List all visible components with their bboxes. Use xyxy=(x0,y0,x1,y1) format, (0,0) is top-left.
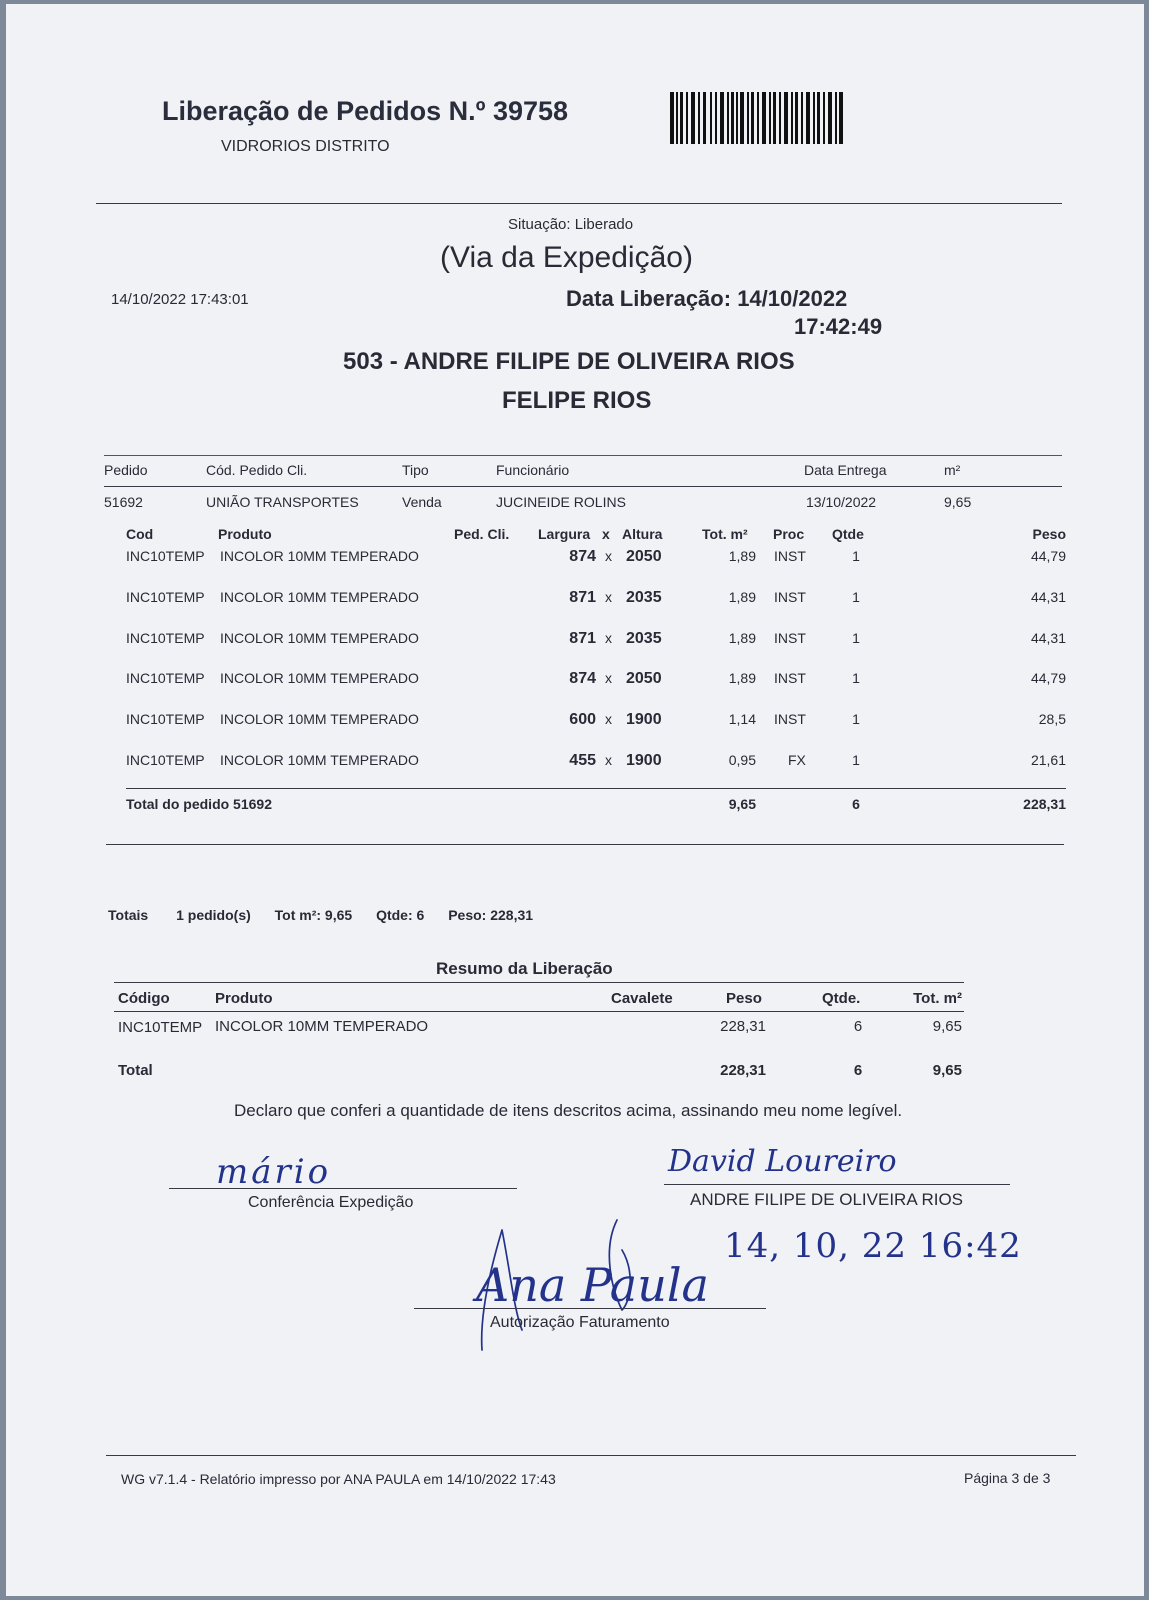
footer-line xyxy=(106,1455,1076,1456)
items-header-row xyxy=(126,526,1066,546)
item-qtde: 1 xyxy=(852,548,860,564)
item-x: x xyxy=(605,711,612,727)
summary-codigo: INC10TEMP xyxy=(118,1019,203,1036)
handwritten-date: 14, 10, 22 16:42 xyxy=(724,1226,1022,1266)
totals-qtde: Qtde: 6 xyxy=(376,907,425,923)
release-date-value: 14/10/2022 xyxy=(737,286,848,311)
item-altura: 1900 xyxy=(626,711,662,728)
order-cod-cli: UNIÃO TRANSPORTES xyxy=(206,494,359,510)
item-peso: 44,31 xyxy=(1030,589,1066,605)
item-proc: FX xyxy=(788,752,806,768)
item-largura: 600 xyxy=(569,711,596,728)
totals-peso: Peso: 228,31 xyxy=(448,907,534,923)
summary-total-qtde: 6 xyxy=(853,1062,863,1079)
summary-header-row xyxy=(118,990,964,1010)
item-row xyxy=(126,711,1066,749)
item-tot-m2: 0,95 xyxy=(728,752,756,768)
item-row xyxy=(126,670,1066,708)
summary-tot-m2: 9,65 xyxy=(932,1018,962,1035)
order-total-line xyxy=(126,788,1066,789)
item-largura: 874 xyxy=(569,548,596,565)
item-x: x xyxy=(605,670,612,686)
summary-total-peso: 228,31 xyxy=(720,1062,766,1079)
order-total-label: Total do pedido 51692 xyxy=(126,796,272,812)
release-time: 17:42:49 xyxy=(794,314,883,339)
print-datetime: 14/10/2022 17:43:01 xyxy=(111,291,249,308)
order-total-m2: 9,65 xyxy=(728,796,756,812)
item-peso: 21,61 xyxy=(1030,752,1066,768)
signature-line-client xyxy=(664,1184,1010,1185)
company-name: VIDRORIOS DISTRITO xyxy=(221,138,390,155)
item-proc: INST xyxy=(774,711,806,727)
summary-top-line xyxy=(114,982,964,983)
item-largura: 874 xyxy=(569,670,596,687)
order-data-entrega: 13/10/2022 xyxy=(806,494,877,510)
item-largura: 871 xyxy=(569,630,596,647)
item-qtde: 1 xyxy=(852,752,860,768)
summary-row xyxy=(118,1018,964,1056)
item-row xyxy=(126,630,1066,668)
items-col-qtde: Qtde xyxy=(832,526,864,542)
item-proc: INST xyxy=(774,670,806,686)
item-cod: INC10TEMP xyxy=(126,630,205,646)
summary-header-line xyxy=(114,1011,964,1012)
item-peso: 44,31 xyxy=(1030,630,1066,646)
item-altura: 2050 xyxy=(626,670,662,687)
items-col-cod: Cod xyxy=(126,526,154,542)
item-altura: 2035 xyxy=(626,630,662,647)
item-largura: 871 xyxy=(569,589,596,606)
signature-line-conferencia xyxy=(169,1188,517,1189)
order-header-underline xyxy=(104,486,1062,487)
order-m2: 9,65 xyxy=(944,494,972,510)
item-cod: INC10TEMP xyxy=(126,752,205,768)
items-col-peso: Peso xyxy=(1032,526,1066,542)
item-cod: INC10TEMP xyxy=(126,670,205,686)
summary-produto: INCOLOR 10MM TEMPERADO xyxy=(215,1018,429,1035)
summary-col-cavalete: Cavalete xyxy=(611,990,673,1007)
item-cod: INC10TEMP xyxy=(126,548,205,564)
item-altura: 2035 xyxy=(626,589,662,606)
order-section-end-line xyxy=(106,844,1064,845)
document-page xyxy=(6,4,1144,1596)
status-text: Situação: Liberado xyxy=(508,216,634,233)
order-header-row xyxy=(104,462,1062,482)
item-peso: 44,79 xyxy=(1030,670,1066,686)
signature-label-autorizacao: Autorização Faturamento xyxy=(490,1314,670,1331)
item-x: x xyxy=(605,548,612,564)
col-cod-pedido-cli: Cód. Pedido Cli. xyxy=(206,462,308,478)
item-qtde: 1 xyxy=(852,670,860,686)
item-largura: 455 xyxy=(569,752,596,769)
totals-label: Totais xyxy=(108,907,149,923)
order-funcionario: JUCINEIDE ROLINS xyxy=(496,494,626,510)
item-proc: INST xyxy=(774,630,806,646)
order-row xyxy=(104,494,1062,514)
item-x: x xyxy=(605,589,612,605)
item-proc: INST xyxy=(774,589,806,605)
items-col-altura: Altura xyxy=(622,526,663,542)
order-table-top-line xyxy=(104,455,1062,456)
item-tot-m2: 1,89 xyxy=(728,548,756,564)
item-altura: 2050 xyxy=(626,548,662,565)
signature-label-conferencia: Conferência Expedição xyxy=(248,1194,414,1211)
signature-conferencia-handwritten: mário xyxy=(216,1152,332,1192)
signature-label-client: ANDRE FILIPE DE OLIVEIRA RIOS xyxy=(690,1190,964,1209)
item-tot-m2: 1,89 xyxy=(728,670,756,686)
release-date xyxy=(566,286,847,312)
item-produto: INCOLOR 10MM TEMPERADO xyxy=(220,548,419,564)
item-peso: 44,79 xyxy=(1030,548,1066,564)
item-produto: INCOLOR 10MM TEMPERADO xyxy=(220,589,419,605)
item-row xyxy=(126,589,1066,627)
summary-col-tot-m2: Tot. m² xyxy=(913,990,962,1007)
totals-pedidos: 1 pedido(s) xyxy=(176,907,251,923)
items-col-x: x xyxy=(602,526,610,542)
item-peso: 28,5 xyxy=(1038,711,1066,727)
footer-print-info: WG v7.1.4 - Relatório impresso por ANA PAULA em 14/10/2022 17:43 xyxy=(121,1471,556,1487)
item-produto: INCOLOR 10MM TEMPERADO xyxy=(220,670,419,686)
col-tipo: Tipo xyxy=(402,462,429,478)
items-col-proc: Proc xyxy=(773,526,805,542)
item-qtde: 1 xyxy=(852,589,860,605)
col-pedido: Pedido xyxy=(104,462,148,478)
item-cod: INC10TEMP xyxy=(126,589,205,605)
col-funcionario: Funcionário xyxy=(496,462,570,478)
item-produto: INCOLOR 10MM TEMPERADO xyxy=(220,752,419,768)
summary-total-label: Total xyxy=(118,1062,153,1079)
order-total-qtde: 6 xyxy=(852,796,860,812)
totals-m2: Tot m²: 9,65 xyxy=(274,907,353,923)
signature-autorizacao-strokes xyxy=(462,1210,702,1360)
header-divider xyxy=(96,203,1062,204)
col-m2: m² xyxy=(944,462,961,478)
totals-row xyxy=(108,907,533,923)
order-pedido: 51692 xyxy=(104,494,143,510)
item-row xyxy=(126,752,1066,790)
item-row xyxy=(126,548,1066,586)
item-tot-m2: 1,89 xyxy=(728,589,756,605)
barcode xyxy=(670,92,844,144)
items-col-produto: Produto xyxy=(218,526,272,542)
item-produto: INCOLOR 10MM TEMPERADO xyxy=(220,711,419,727)
items-col-ped-cli: Ped. Cli. xyxy=(454,526,510,542)
summary-col-produto: Produto xyxy=(215,990,273,1007)
declaration-text: Declaro que conferi a quantidade de itens descritos acima, assinando meu nome legível. xyxy=(234,1101,903,1120)
col-data-entrega: Data Entrega xyxy=(804,462,887,478)
copy-type: (Via da Expedição) xyxy=(440,241,693,274)
item-tot-m2: 1,14 xyxy=(728,711,756,727)
order-total-row xyxy=(126,796,1066,816)
summary-title: Resumo da Liberação xyxy=(436,959,613,978)
item-proc: INST xyxy=(774,548,806,564)
item-x: x xyxy=(605,752,612,768)
item-qtde: 1 xyxy=(852,630,860,646)
document-title: Liberação de Pedidos N.º 39758 xyxy=(162,96,569,126)
summary-peso: 228,31 xyxy=(720,1018,766,1035)
order-tipo: Venda xyxy=(402,494,442,510)
item-qtde: 1 xyxy=(852,711,860,727)
summary-total-row xyxy=(118,1062,964,1082)
summary-total-tot-m2: 9,65 xyxy=(932,1062,962,1079)
release-date-label: Data Liberação: xyxy=(566,286,732,311)
item-produto: INCOLOR 10MM TEMPERADO xyxy=(220,630,419,646)
signature-client-handwritten: David Loureiro xyxy=(668,1144,897,1179)
signature-line-autorizacao xyxy=(414,1308,766,1309)
item-altura: 1900 xyxy=(626,752,662,769)
signature-autorizacao-handwritten: Ana Paula xyxy=(476,1258,709,1312)
client-nickname: FELIPE RIOS xyxy=(502,387,652,414)
summary-col-peso: Peso xyxy=(726,990,762,1007)
items-col-tot-m2: Tot. m² xyxy=(702,526,748,542)
items-col-largura: Largura xyxy=(538,526,591,542)
summary-col-codigo: Código xyxy=(118,990,170,1007)
item-cod: INC10TEMP xyxy=(126,711,205,727)
summary-col-qtde: Qtde. xyxy=(822,990,861,1007)
client-name: 503 - ANDRE FILIPE DE OLIVEIRA RIOS xyxy=(343,348,795,375)
item-tot-m2: 1,89 xyxy=(728,630,756,646)
summary-qtde: 6 xyxy=(853,1018,863,1035)
order-total-peso: 228,31 xyxy=(1023,796,1066,812)
footer-page-number: Página 3 de 3 xyxy=(964,1470,1051,1486)
item-x: x xyxy=(605,630,612,646)
